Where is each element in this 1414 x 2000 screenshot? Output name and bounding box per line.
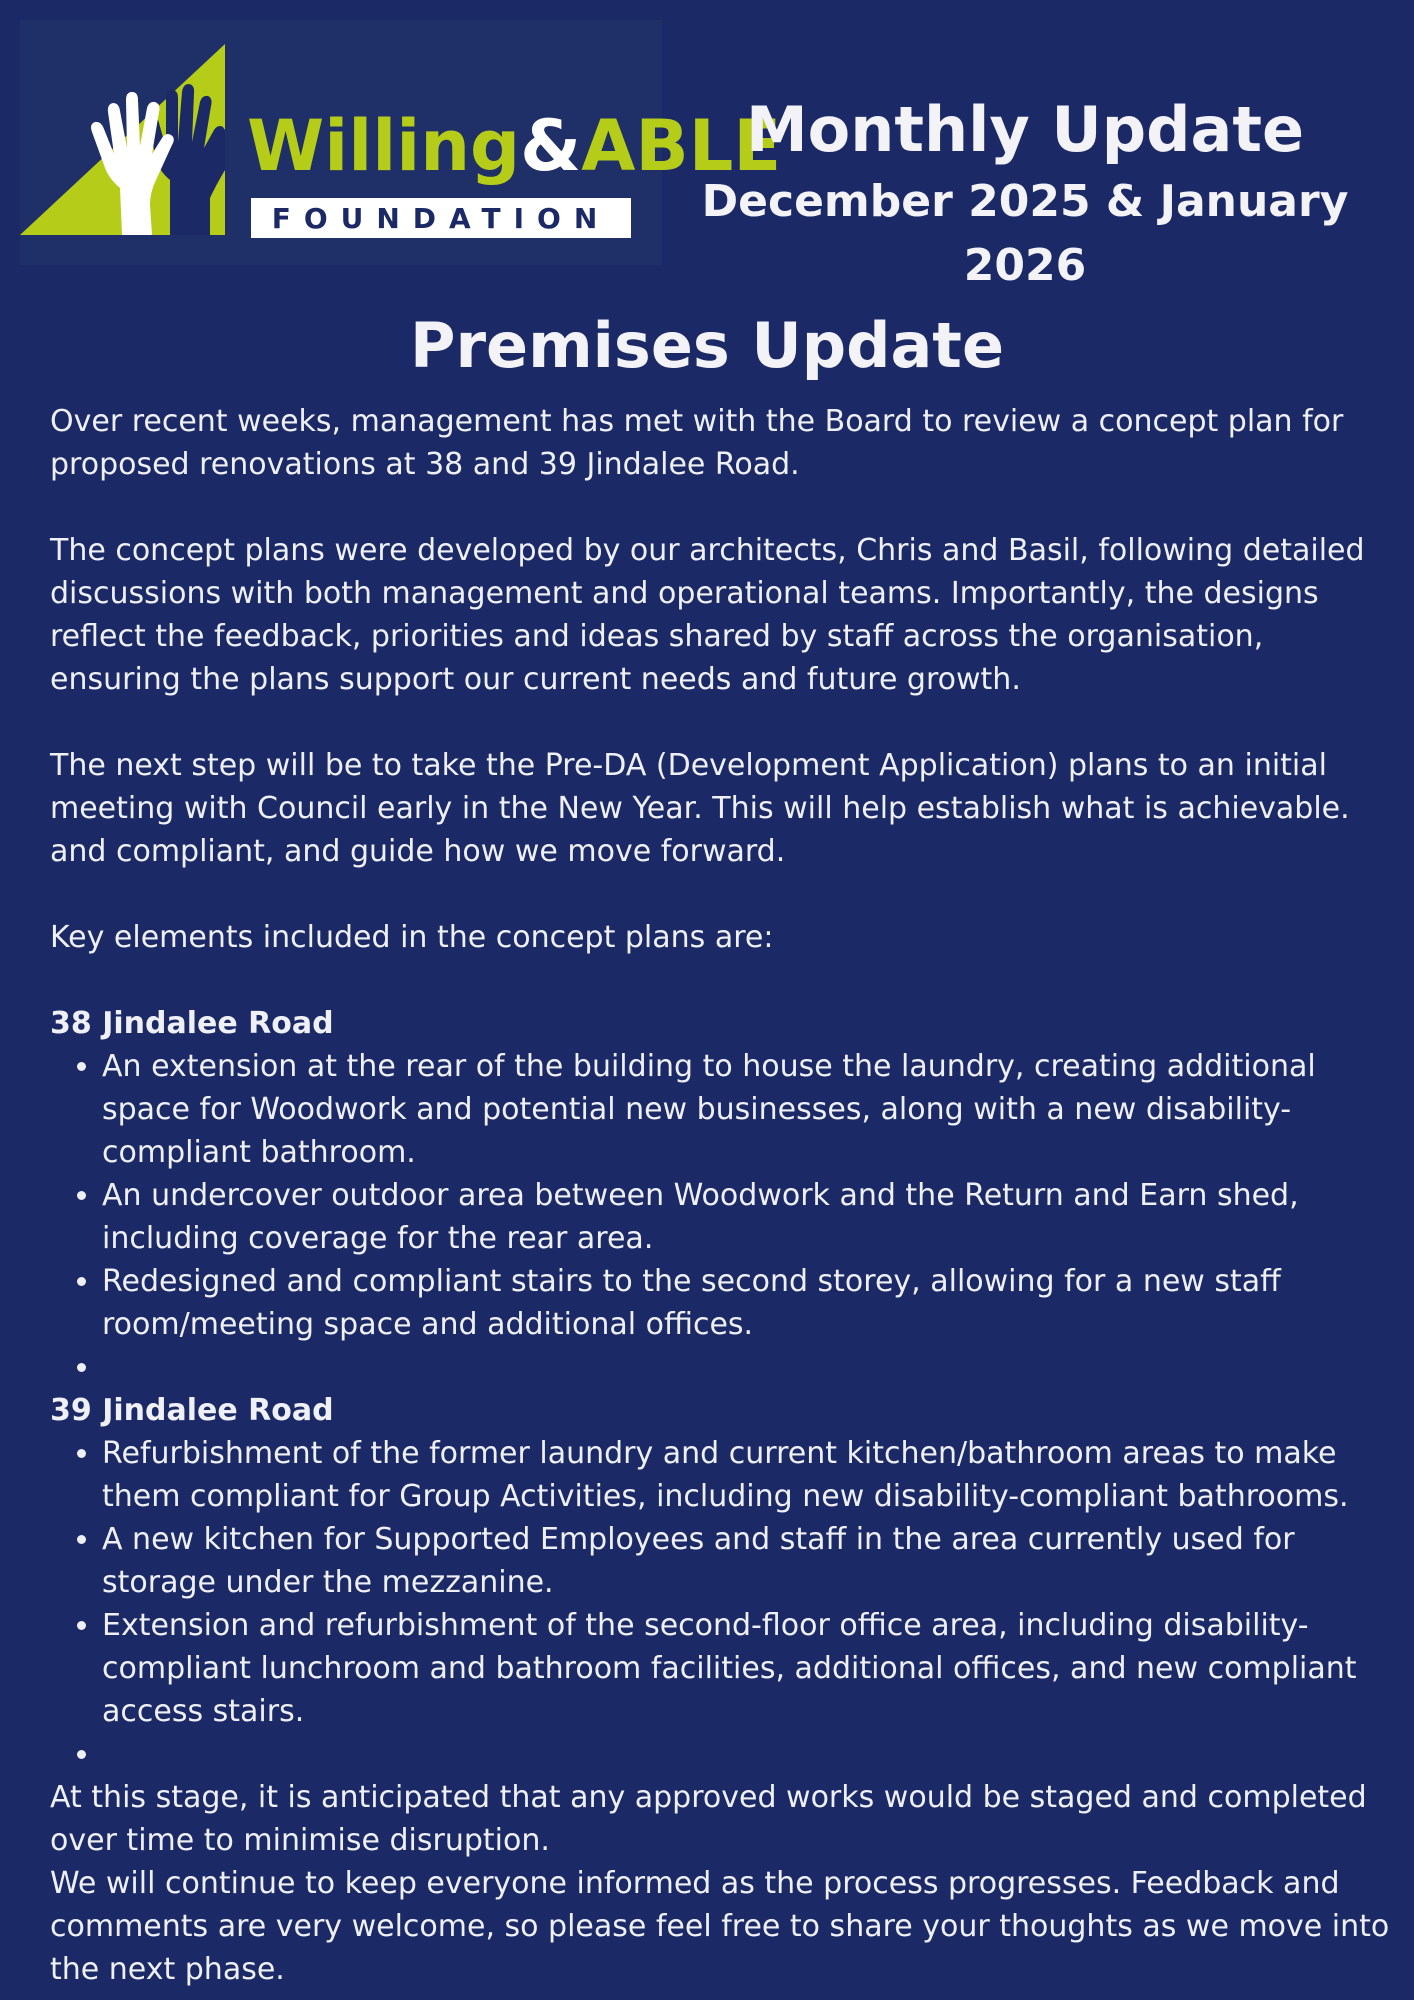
header-text: [650, 92, 1400, 298]
foundation-logo: [20, 20, 782, 265]
intro-paragraph: The concept plans were developed by our architects, Chris and Basil, following detailed discussions with both management and operational teams. Importantly, the designs reflect the feedback, priorities and ideas shared by staff across the organisation, ensuring the plans support our current needs and future growth.: [50, 533, 1365, 697]
closing-paragraph: We will continue to keep everyone informed as the process progresses. Feedback and comments are very welcome, so please feel free to share your thoughts as we move into the next phase.: [50, 1866, 1390, 1987]
section-title: Premises Update: [410, 309, 1004, 382]
page-title: Monthly Update: [745, 93, 1305, 166]
list-item: • An extension at the rear of the building to house the laundry, creating additional space for Woodwork and potential new businesses, along with a new disability-compliant bathroom.: [102, 1045, 1390, 1174]
list-item-empty: [102, 1346, 1390, 1389]
list-item: • Refurbishment of the former laundry and current kitchen/bathroom areas to make them compliant for Group Activities, including new disability-compliant bathrooms.: [102, 1432, 1390, 1518]
list-item: • Redesigned and compliant stairs to the second storey, allowing for a new staff room/meeting space and additional offices.: [102, 1260, 1390, 1346]
logo-foundation-text: FOUNDATION: [271, 202, 611, 235]
site-39-list: [50, 1432, 1390, 1776]
list-item: • Extension and refurbishment of the second-floor office area, including disability-compliant lunchroom and bathroom facilities, additional offices, and new compliant access stairs.: [102, 1604, 1390, 1733]
logo-graphic: [20, 20, 782, 265]
list-item: • A new kitchen for Supported Employees and staff in the area currently used for storage under the mezzanine.: [102, 1518, 1390, 1604]
site-38-list: [50, 1045, 1390, 1389]
intro-paragraph: Over recent weeks, management has met with the Board to review a concept plan for proposed renovations at 38 and 39 Jindalee Road.: [50, 404, 1344, 482]
site-heading-38: 38 Jindalee Road: [50, 1006, 334, 1041]
article-body: [50, 400, 1390, 1991]
list-item: • An undercover outdoor area between Woodwork and the Return and Earn shed, including coverage for the rear area.: [102, 1174, 1390, 1260]
page-subtitle: December 2025 & January 2026: [701, 176, 1349, 291]
logo-brand-text: Willing&ABLE: [247, 105, 782, 187]
site-heading-39: 39 Jindalee Road: [50, 1393, 334, 1428]
intro-paragraph: The next step will be to take the Pre-DA (Development Application) plans to an initial meeting with Council early in the New Year. This will help establish what is achievable. and compliant, and guide how we move forward.: [50, 748, 1350, 869]
intro-paragraph: Key elements included in the concept plans are:: [50, 920, 774, 955]
list-item-empty: [102, 1733, 1390, 1776]
closing-paragraph: At this stage, it is anticipated that any approved works would be staged and completed over time to minimise disruption.: [50, 1780, 1367, 1858]
